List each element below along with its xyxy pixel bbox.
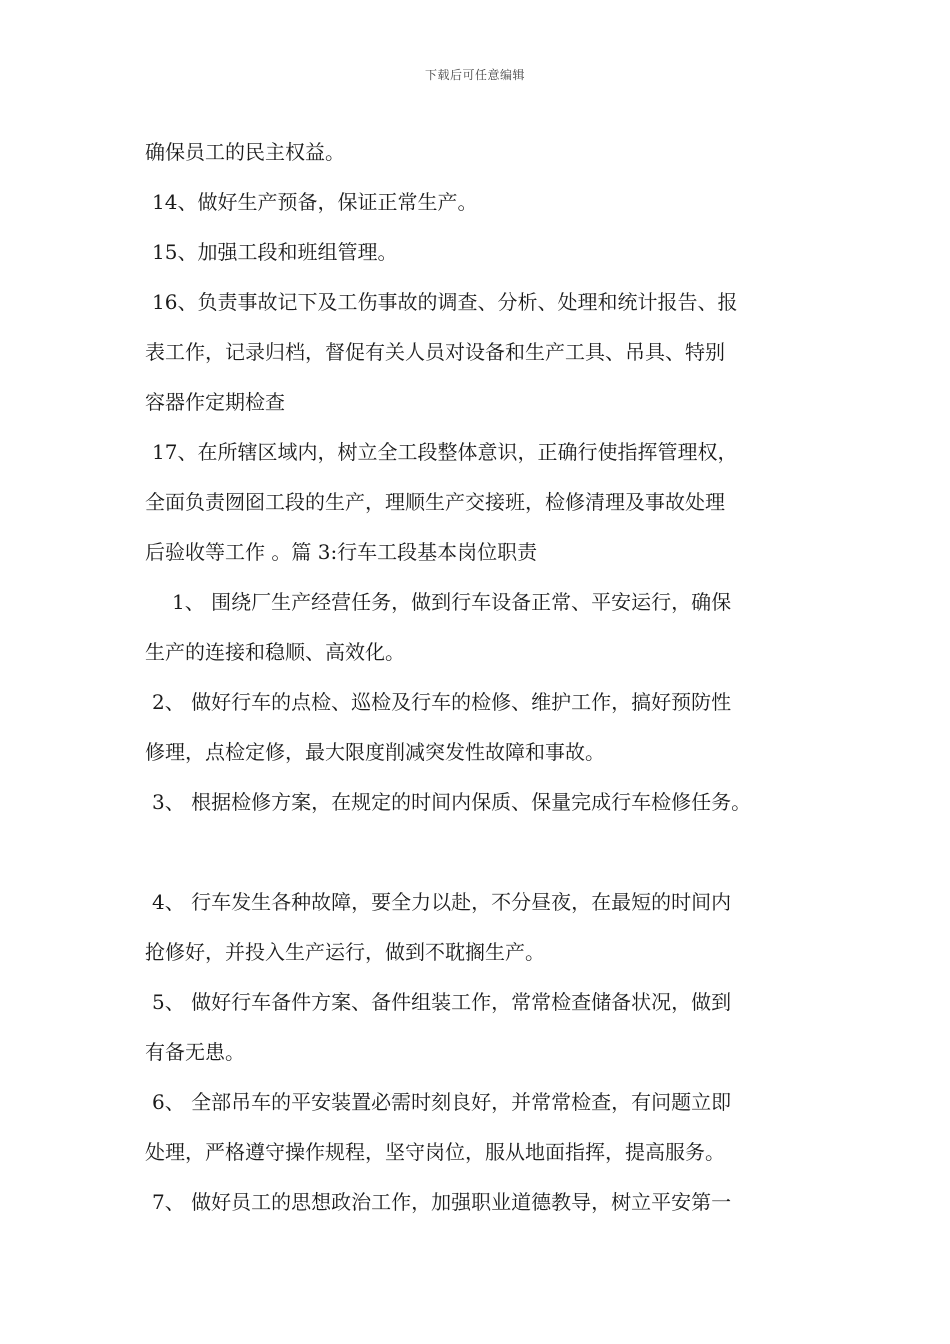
text-line: 处理，严格遵守操作规程，坚守岗位，服从地面指挥，提高服务。 — [145, 1140, 725, 1164]
text-line: 抢修好，并投入生产运行，做到不耽搁生产。 — [145, 940, 545, 964]
text-line: 修理，点检定修，最大限度削减突发性故障和事故。 — [145, 740, 605, 764]
text-line: 确保员工的民主权益。 — [145, 140, 345, 164]
list-item-16: 16、负责事故记下及工伤事故的调查、分析、处理和统计报告、报 — [152, 290, 738, 314]
document-body — [145, 127, 845, 1227]
page-header: 下载后可任意编辑 — [424, 68, 525, 82]
list-item-14: 14、做好生产预备，保证正常生产。 — [152, 190, 478, 214]
text-line: 有备无患。 — [145, 1040, 245, 1064]
list-item-4: 4、 行车发生各种故障，要全力以赴，不分昼夜，在最短的时间内 — [152, 890, 732, 914]
text-line: 表工作，记录归档，督促有关人员对设备和生产工具、吊具、特别 — [145, 340, 725, 364]
list-item-15: 15、加强工段和班组管理。 — [152, 240, 398, 264]
blank-line — [145, 827, 845, 877]
text-line: 后验收等工作 。篇 3:行车工段基本岗位职责 — [145, 540, 538, 564]
text-line: 全面负责囫囵工段的生产，理顺生产交接班，检修清理及事故处理 — [145, 490, 725, 514]
text-line: 生产的连接和稳顺、高效化。 — [145, 640, 405, 664]
list-item-2: 2、 做好行车的点检、巡检及行车的检修、维护工作，搞好预防性 — [152, 690, 732, 714]
list-item-6: 6、 全部吊车的平安装置必需时刻良好，并常常检查，有问题立即 — [152, 1090, 732, 1114]
list-item-7: 7、 做好员工的思想政治工作，加强职业道德教导，树立平安第一 — [152, 1190, 732, 1214]
list-item-5: 5、 做好行车备件方案、备件组装工作，常常检查储备状况，做到 — [152, 990, 732, 1014]
text-line: 容器作定期检查 — [145, 390, 285, 414]
list-item-17: 17、在所辖区域内，树立全工段整体意识，正确行使指挥管理权， — [152, 440, 738, 464]
list-item-1: 1、 围绕厂生产经营任务，做到行车设备正常、平安运行，确保 — [172, 590, 732, 614]
list-item-3: 3、 根据检修方案，在规定的时间内保质、保量完成行车检修任务。 — [152, 790, 752, 814]
